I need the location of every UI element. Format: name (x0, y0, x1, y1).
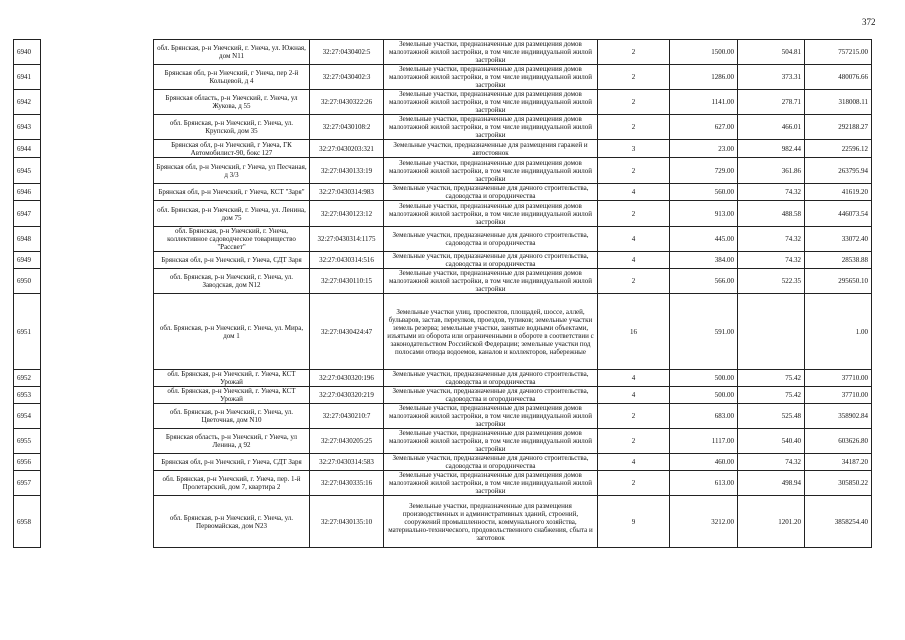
blank-cell (41, 496, 154, 548)
area-cell: 500.00 (670, 370, 738, 387)
blank-cell (41, 184, 154, 201)
address-cell: обл. Брянская, р-н Унечский, г. Унеча, КСТ Урожай (154, 370, 310, 387)
row-number: 6954 (14, 404, 41, 429)
cadastral-number-cell: 32:27:0430314:1175 (310, 227, 384, 252)
address-cell: Брянская обл, р-н Унечский, г Унеча, СДТ Заря (154, 454, 310, 471)
table-row (14, 269, 872, 294)
specific-value-cell: 74.32 (738, 252, 805, 269)
area-cell: 683.00 (670, 404, 738, 429)
land-use-cell: Земельные участки улиц, проспектов, площадей, шоссе, аллей, бульваров, застав, переулков, проездов, тупиков; земельные участки земель резерва; земельные участки, занятые водными объектами, изъятыми из оборота или ограниченными в обороте в соответствии с законодательством Российской Федерации; земельные участки под полосами отвода водоемов, каналов и коллекторов, набережные (384, 294, 598, 370)
address-cell: обл. Брянская, р-н Унечский, г. Унеча, ул. Крупской, дом 35 (154, 115, 310, 140)
land-use-cell: Земельные участки, предназначенные для дачного строительства, садоводства и огородничества (384, 370, 598, 387)
table-row (14, 404, 872, 429)
area-cell: 913.00 (670, 201, 738, 227)
cadastral-number-cell: 32:27:0430108:2 (310, 115, 384, 140)
specific-value-cell: 522.35 (738, 269, 805, 294)
table-row (14, 90, 872, 115)
row-number: 6953 (14, 387, 41, 404)
specific-value-cell: 373.31 (738, 65, 805, 90)
table-row (14, 370, 872, 387)
address-cell: Брянская обл, р-н Унечский, г Унеча, ГК Автомобилист-90, бокс 127 (154, 140, 310, 158)
cadastral-value-cell: 480076.66 (805, 65, 872, 90)
cadastral-number-cell: 32:27:0430205:25 (310, 429, 384, 454)
table-row (14, 294, 872, 370)
land-use-cell: Земельные участки, предназначенные для размещения домов малоэтажной жилой застройки, в том числе индивидуальной жилой застройки (384, 404, 598, 429)
row-number: 6946 (14, 184, 41, 201)
area-cell: 729.00 (670, 158, 738, 184)
blank-cell (41, 454, 154, 471)
row-number: 6944 (14, 140, 41, 158)
blank-cell (41, 40, 154, 65)
group-number-cell: 2 (598, 404, 670, 429)
group-number-cell: 2 (598, 158, 670, 184)
cadastral-value-cell: 34187.20 (805, 454, 872, 471)
area-cell: 445.00 (670, 227, 738, 252)
address-cell: обл. Брянская, р-н Унечский, г. Унеча, пер. 1-й Пролетарский, дом 7, квартира 2 (154, 471, 310, 496)
group-number-cell: 4 (598, 252, 670, 269)
row-number: 6943 (14, 115, 41, 140)
cadastral-value-cell: 37710.00 (805, 387, 872, 404)
specific-value-cell: 75.42 (738, 370, 805, 387)
blank-cell (41, 140, 154, 158)
cadastral-value-cell: 28538.88 (805, 252, 872, 269)
cadastral-number-cell: 32:27:0430322:26 (310, 90, 384, 115)
cadastral-value-cell: 446073.54 (805, 201, 872, 227)
blank-cell (41, 227, 154, 252)
page-number: 372 (862, 17, 876, 27)
cadastral-number-cell: 32:27:0430210:7 (310, 404, 384, 429)
address-cell: Брянская область, р-н Унечский, г. Унеча, ул Жукова, д 55 (154, 90, 310, 115)
group-number-cell: 2 (598, 201, 670, 227)
land-use-cell: Земельные участки, предназначенные для дачного строительства, садоводства и огородничества (384, 252, 598, 269)
area-cell: 384.00 (670, 252, 738, 269)
table-row (14, 65, 872, 90)
cadastral-number-cell: 32:27:0430110:15 (310, 269, 384, 294)
specific-value-cell: 982.44 (738, 140, 805, 158)
area-cell: 1500.00 (670, 40, 738, 65)
row-number: 6947 (14, 201, 41, 227)
cadastral-number-cell: 32:27:0430203:321 (310, 140, 384, 158)
land-use-cell: Земельные участки, предназначенные для дачного строительства, садоводства и огородничества (384, 227, 598, 252)
row-number: 6942 (14, 90, 41, 115)
area-cell: 23.00 (670, 140, 738, 158)
cadastral-value-cell: 22596.12 (805, 140, 872, 158)
area-cell: 591.00 (670, 294, 738, 370)
row-number: 6955 (14, 429, 41, 454)
specific-value-cell: 74.32 (738, 227, 805, 252)
blank-cell (41, 115, 154, 140)
address-cell: Брянская обл, р-н Унечский, г Унеча, ул Песчаная, д 3/3 (154, 158, 310, 184)
specific-value-cell (738, 294, 805, 370)
address-cell: Брянская обл, р-н Унечский, г Унеча, КСТ "Заря" (154, 184, 310, 201)
blank-cell (41, 269, 154, 294)
cadastral-value-cell: 757215.00 (805, 40, 872, 65)
land-use-cell: Земельные участки, предназначенные для размещения домов малоэтажной жилой застройки, в том числе индивидуальной жилой застройки (384, 471, 598, 496)
specific-value-cell: 278.71 (738, 90, 805, 115)
cadastral-value-cell: 305850.22 (805, 471, 872, 496)
group-number-cell: 2 (598, 471, 670, 496)
table-row (14, 454, 872, 471)
area-cell: 1286.00 (670, 65, 738, 90)
specific-value-cell: 466.01 (738, 115, 805, 140)
group-number-cell: 2 (598, 90, 670, 115)
cadastral-number-cell: 32:27:0430133:19 (310, 158, 384, 184)
blank-cell (41, 387, 154, 404)
cadastral-value-table (13, 39, 872, 548)
address-cell: обл. Брянская, р-н Унечский, г. Унеча, ул. Первомайская, дом N23 (154, 496, 310, 548)
table-row (14, 496, 872, 548)
row-number: 6950 (14, 269, 41, 294)
blank-cell (41, 404, 154, 429)
table-row (14, 471, 872, 496)
blank-cell (41, 90, 154, 115)
table-row (14, 201, 872, 227)
cadastral-number-cell: 32:27:0430123:12 (310, 201, 384, 227)
land-use-cell: Земельные участки, предназначенные для размещения домов малоэтажной жилой застройки, в том числе индивидуальной жилой застройки (384, 201, 598, 227)
area-cell: 627.00 (670, 115, 738, 140)
land-use-cell: Земельные участки, предназначенные для размещения производственных и административных зданий, строений, сооружений промышленности, коммунального хозяйства, материально-технического, продовольственного снабжения, сбыта и заготовок (384, 496, 598, 548)
row-number: 6958 (14, 496, 41, 548)
row-number: 6941 (14, 65, 41, 90)
group-number-cell: 4 (598, 184, 670, 201)
blank-cell (41, 252, 154, 269)
land-use-cell: Земельные участки, предназначенные для дачного строительства, садоводства и огородничества (384, 184, 598, 201)
blank-cell (41, 429, 154, 454)
cadastral-value-cell: 3858254.40 (805, 496, 872, 548)
specific-value-cell: 540.40 (738, 429, 805, 454)
land-use-cell: Земельные участки, предназначенные для размещения домов малоэтажной жилой застройки, в том числе индивидуальной жилой застройки (384, 90, 598, 115)
cadastral-value-cell: 358902.84 (805, 404, 872, 429)
cadastral-number-cell: 32:27:0430314:516 (310, 252, 384, 269)
row-number: 6951 (14, 294, 41, 370)
land-use-cell: Земельные участки, предназначенные для размещения домов малоэтажной жилой застройки, в том числе индивидуальной жилой застройки (384, 158, 598, 184)
specific-value-cell: 74.32 (738, 454, 805, 471)
address-cell: обл. Брянская, р-н Унечский, г. Унеча, КСТ Урожай (154, 387, 310, 404)
cadastral-number-cell: 32:27:0430402:5 (310, 40, 384, 65)
area-cell: 560.00 (670, 184, 738, 201)
group-number-cell: 16 (598, 294, 670, 370)
blank-cell (41, 294, 154, 370)
table-row (14, 158, 872, 184)
land-use-cell: Земельные участки, предназначенные для дачного строительства, садоводства и огородничества (384, 454, 598, 471)
area-cell: 613.00 (670, 471, 738, 496)
cadastral-value-cell: 33072.40 (805, 227, 872, 252)
area-cell: 500.00 (670, 387, 738, 404)
cadastral-number-cell: 32:27:0430424:47 (310, 294, 384, 370)
row-number: 6945 (14, 158, 41, 184)
group-number-cell: 4 (598, 370, 670, 387)
group-number-cell: 4 (598, 387, 670, 404)
address-cell: обл. Брянская, р-н Унечский, г. Унеча, ул. Южная, дом N11 (154, 40, 310, 65)
land-use-cell: Земельные участки, предназначенные для размещения гаражей и автостоянок (384, 140, 598, 158)
address-cell: обл. Брянская, р-н Унечский, г. Унеча, ул. Мира, дом 1 (154, 294, 310, 370)
cadastral-value-cell: 603626.80 (805, 429, 872, 454)
cadastral-number-cell: 32:27:0430135:10 (310, 496, 384, 548)
blank-cell (41, 201, 154, 227)
cadastral-value-cell: 1.00 (805, 294, 872, 370)
group-number-cell: 4 (598, 227, 670, 252)
land-use-cell: Земельные участки, предназначенные для размещения домов малоэтажной жилой застройки, в том числе индивидуальной жилой застройки (384, 115, 598, 140)
address-cell: обл. Брянская, р-н Унечский, г. Унеча, ул. Ленина, дом 75 (154, 201, 310, 227)
blank-cell (41, 65, 154, 90)
area-cell: 460.00 (670, 454, 738, 471)
cadastral-value-cell: 37710.00 (805, 370, 872, 387)
specific-value-cell: 504.81 (738, 40, 805, 65)
row-number: 6940 (14, 40, 41, 65)
address-cell: обл. Брянская, р-н Унечский, г. Унеча, ул. Заводская, дом N12 (154, 269, 310, 294)
blank-cell (41, 158, 154, 184)
area-cell: 566.00 (670, 269, 738, 294)
group-number-cell: 9 (598, 496, 670, 548)
cadastral-value-cell: 263795.94 (805, 158, 872, 184)
specific-value-cell: 525.48 (738, 404, 805, 429)
specific-value-cell: 361.86 (738, 158, 805, 184)
group-number-cell: 2 (598, 115, 670, 140)
table-row (14, 227, 872, 252)
area-cell: 1141.00 (670, 90, 738, 115)
address-cell: Брянская область, р-н Унечский, г Унеча, ул Ленина, д 92 (154, 429, 310, 454)
table-row (14, 140, 872, 158)
land-use-cell: Земельные участки, предназначенные для размещения домов малоэтажной жилой застройки, в том числе индивидуальной жилой застройки (384, 429, 598, 454)
cadastral-number-cell: 32:27:0430320:219 (310, 387, 384, 404)
address-cell: Брянская обл, р-н Унечский, г Унеча, СДТ Заря (154, 252, 310, 269)
specific-value-cell: 74.32 (738, 184, 805, 201)
group-number-cell: 2 (598, 269, 670, 294)
table-row (14, 429, 872, 454)
area-cell: 3212.00 (670, 496, 738, 548)
table-row (14, 252, 872, 269)
land-use-cell: Земельные участки, предназначенные для размещения домов малоэтажной жилой застройки, в том числе индивидуальной жилой застройки (384, 40, 598, 65)
cadastral-number-cell: 32:27:0430314:583 (310, 454, 384, 471)
blank-cell (41, 370, 154, 387)
group-number-cell: 2 (598, 65, 670, 90)
group-number-cell: 3 (598, 140, 670, 158)
cadastral-number-cell: 32:27:0430335:16 (310, 471, 384, 496)
specific-value-cell: 488.58 (738, 201, 805, 227)
specific-value-cell: 75.42 (738, 387, 805, 404)
specific-value-cell: 498.94 (738, 471, 805, 496)
table-row (14, 184, 872, 201)
row-number: 6957 (14, 471, 41, 496)
row-number: 6949 (14, 252, 41, 269)
cadastral-value-cell: 41619.20 (805, 184, 872, 201)
group-number-cell: 2 (598, 40, 670, 65)
cadastral-number-cell: 32:27:0430314:983 (310, 184, 384, 201)
address-cell: Брянская обл, р-н Унечский, г Унеча, пер 2-й Кольцевой, д 4 (154, 65, 310, 90)
row-number: 6948 (14, 227, 41, 252)
specific-value-cell: 1201.20 (738, 496, 805, 548)
address-cell: обл. Брянская, р-н Унечский, г. Унеча, ул. Цветочная, дом N10 (154, 404, 310, 429)
table-row (14, 40, 872, 65)
group-number-cell: 4 (598, 454, 670, 471)
land-use-cell: Земельные участки, предназначенные для дачного строительства, садоводства и огородничества (384, 387, 598, 404)
land-use-cell: Земельные участки, предназначенные для размещения домов малоэтажной жилой застройки, в том числе индивидуальной жилой застройки (384, 269, 598, 294)
table-row (14, 387, 872, 404)
land-use-cell: Земельные участки, предназначенные для размещения домов малоэтажной жилой застройки, в том числе индивидуальной жилой застройки (384, 65, 598, 90)
blank-cell (41, 471, 154, 496)
group-number-cell: 2 (598, 429, 670, 454)
area-cell: 1117.00 (670, 429, 738, 454)
table-row (14, 115, 872, 140)
cadastral-value-cell: 292188.27 (805, 115, 872, 140)
cadastral-number-cell: 32:27:0430320:196 (310, 370, 384, 387)
cadastral-value-cell: 295650.10 (805, 269, 872, 294)
address-cell: обл. Брянская, р-н Унечский, г. Унеча, коллективное садоводческое товарищество "Рассвет" (154, 227, 310, 252)
row-number: 6952 (14, 370, 41, 387)
cadastral-number-cell: 32:27:0430402:3 (310, 65, 384, 90)
row-number: 6956 (14, 454, 41, 471)
cadastral-value-cell: 318008.11 (805, 90, 872, 115)
